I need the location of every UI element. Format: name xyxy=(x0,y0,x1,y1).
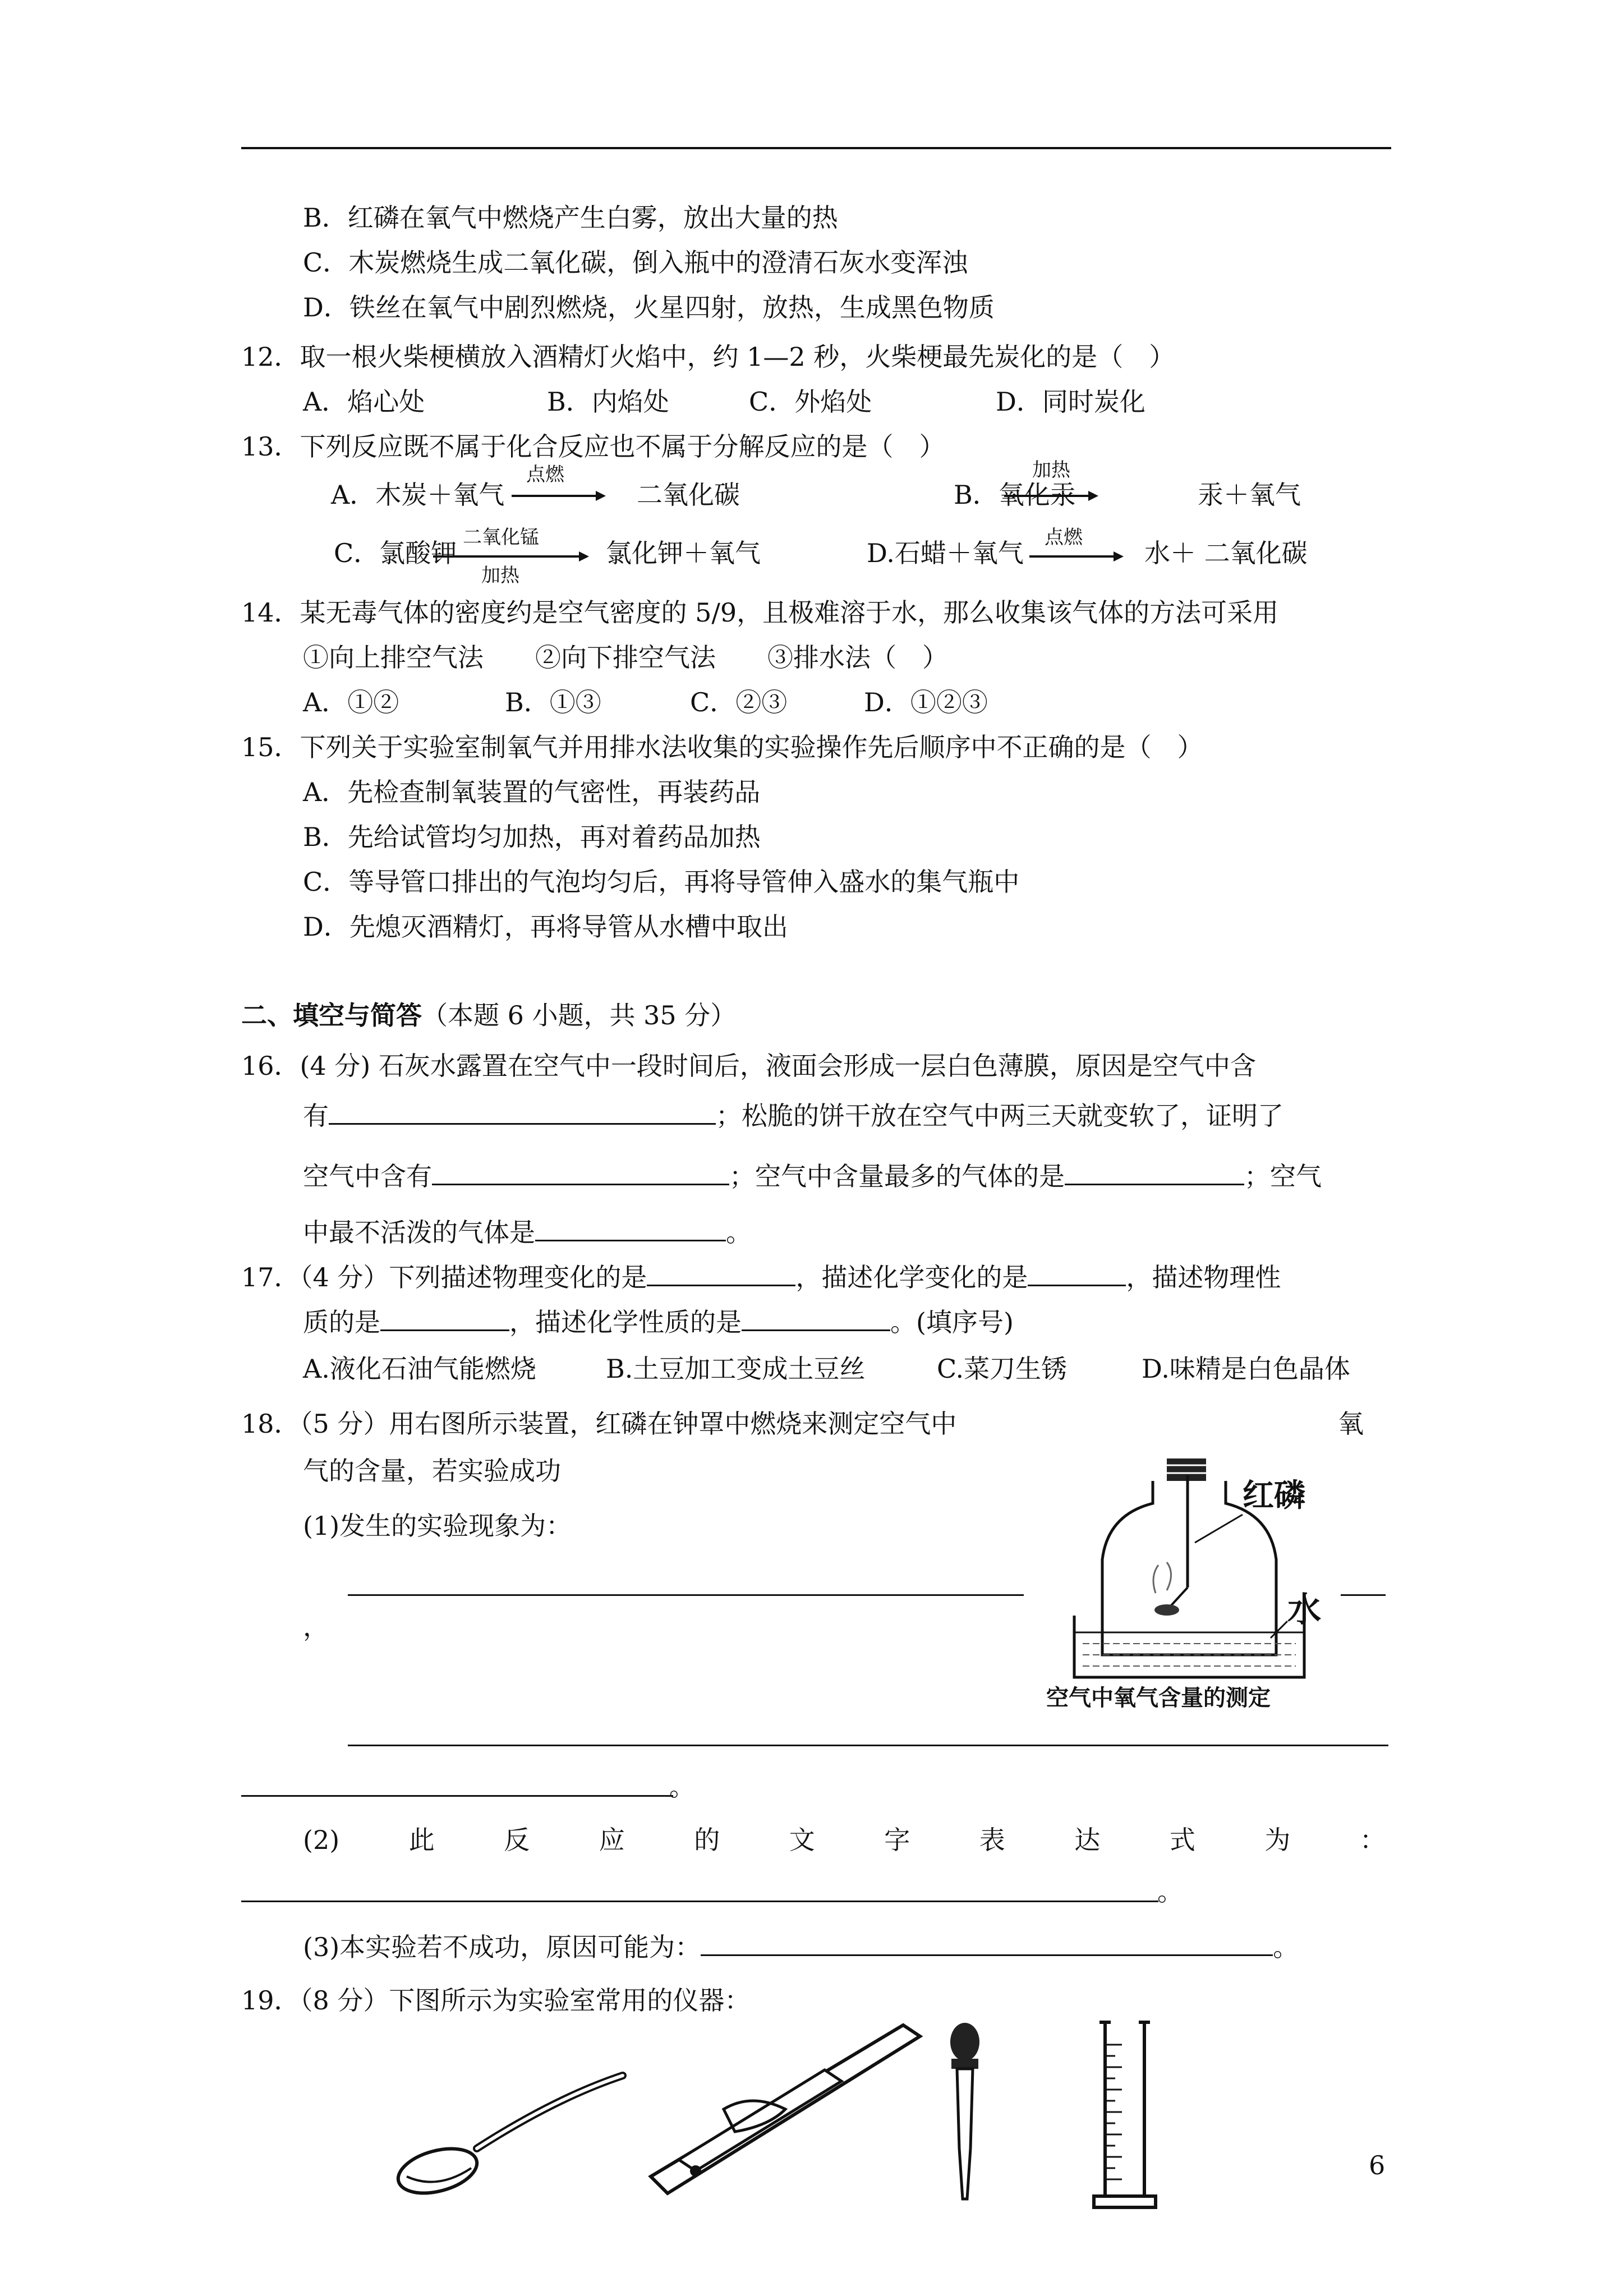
q13-a-arrow xyxy=(512,489,607,503)
q18-p2-char: (2) xyxy=(303,1825,340,1855)
q19-stem: 19．（8 分）下图所示为实验室常用的仪器： xyxy=(241,1985,751,2016)
q15-option-a: A．先检查制氧装置的气密性，再装药品 xyxy=(303,777,761,807)
q18-blank-phenomenon-2[interactable] xyxy=(348,1745,1388,1746)
section2-title: 二、填空与简答 xyxy=(241,1000,422,1030)
q14-option-c: C．②③ xyxy=(690,687,788,717)
q12-stem: 12．取一根火柴梗横放入酒精灯火焰中，约 1—2 秒，火柴梗最先炭化的是（ ） xyxy=(241,342,1175,372)
q15-option-d: D．先熄灭酒精灯，再将导管从水槽中取出 xyxy=(303,912,788,942)
q12-option-a: A．焰心处 xyxy=(303,386,425,417)
q13-c-products: 氯化钾＋氧气 xyxy=(606,538,761,568)
q18-line1: 18．（5 分）用右图所示装置，红磷在钟罩中燃烧来测定空气中 xyxy=(241,1409,957,1439)
q16-text-you: 有 xyxy=(303,1101,329,1131)
q13-b-condition: 加热 xyxy=(1032,459,1070,481)
q17-blank-2[interactable] xyxy=(1028,1260,1126,1286)
q18-p2-char: 反 xyxy=(504,1825,530,1855)
q13-a-products: 二氧化碳 xyxy=(637,480,740,510)
section2-header xyxy=(241,999,736,1032)
dropper-icon xyxy=(942,2019,987,2205)
q16-line1: 16．(4 分) 石灰水露置在空气中一段时间后，液面会形成一层白色薄膜，原因是空气中含 xyxy=(241,1051,1256,1081)
header-rule xyxy=(241,147,1391,149)
q18-blank-phenomenon-3[interactable] xyxy=(241,1795,673,1797)
q18-period-2: 。 xyxy=(1157,1876,1183,1907)
q17-option-d: D.味精是白色晶体 xyxy=(1142,1354,1350,1384)
q18-p2-char: 此 xyxy=(408,1825,435,1855)
q13-d-products: 水＋ 二氧化碳 xyxy=(1144,538,1308,568)
q16-line4 xyxy=(303,1215,752,1249)
q18-blank-reason[interactable] xyxy=(701,1930,1273,1956)
q18-line2: 气的含量，若实验成功 xyxy=(303,1456,561,1486)
q16-text-biscuit: ；松脆的饼干放在空气中两三天就变软了，证明了 xyxy=(716,1101,1283,1131)
q18-p2-char: 表 xyxy=(979,1825,1005,1855)
q16-blank-4[interactable] xyxy=(535,1215,726,1241)
test-tube-holder-icon xyxy=(640,2014,931,2205)
q18-p2-char: 文 xyxy=(789,1825,815,1855)
q13-d-reactants: D.石蜡＋氧气 xyxy=(867,538,1024,568)
q13-a-reactants: A．木炭＋氧气 xyxy=(331,480,505,510)
q14-option-d: D．①②③ xyxy=(864,687,988,717)
graduated-cylinder-icon xyxy=(1088,2017,1161,2213)
q18-part2 xyxy=(303,1823,1386,1857)
q18-part3 xyxy=(303,1930,1299,1964)
q16-text-inert: 中最不活泼的气体是 xyxy=(303,1217,535,1248)
q16-blank-3[interactable] xyxy=(1065,1159,1244,1185)
q18-line1-end: 氧 xyxy=(1338,1409,1364,1439)
q13-c-condition-bottom: 加热 xyxy=(481,564,519,587)
q15-option-c: C．等导管口排出的气泡均匀后，再将导管伸入盛水的集气瓶中 xyxy=(303,867,1020,897)
q15-option-b: B．先给试管均匀加热，再对着药品加热 xyxy=(303,822,761,852)
q14-methods: ①向上排空气法 ②向下排空气法 ③排水法（ ） xyxy=(303,642,948,673)
q13-c-condition-top: 二氧化锰 xyxy=(463,526,539,549)
q14-stem: 14．某无毒气体的密度约是空气密度的 5/9，且极难溶于水，那么收集该气体的方法可采用 xyxy=(241,597,1279,628)
q16-line2 xyxy=(303,1098,1283,1133)
q17-blank-3[interactable] xyxy=(380,1305,509,1331)
q18-p2-char: 为 xyxy=(1264,1825,1291,1855)
q17-blank-4[interactable] xyxy=(742,1305,890,1331)
q13-c-reactants: C．氯酸钾 xyxy=(334,538,457,568)
q17-option-c: C.菜刀生锈 xyxy=(937,1354,1068,1384)
q18-part1: (1)发生的实验现象为： xyxy=(303,1511,572,1541)
q18-p2-char: 字 xyxy=(884,1825,910,1855)
q18-period-1: 。 xyxy=(669,1772,695,1802)
q18-period-3: 。 xyxy=(1273,1932,1299,1962)
q18-p2-char: 达 xyxy=(1074,1825,1101,1855)
q12-option-c: C．外焰处 xyxy=(749,386,872,417)
page-number: 6 xyxy=(1369,2150,1386,2180)
q17-text-physical-change: 17．（4 分）下列描述物理变化的是 xyxy=(241,1262,647,1292)
fig-caption: 空气中氧气含量的测定 xyxy=(1046,1685,1271,1711)
fig-label-water: 水 xyxy=(1287,1590,1321,1630)
q16-blank-2[interactable] xyxy=(432,1159,729,1185)
q11-option-b: B．红磷在氧气中燃烧产生白雾，放出大量的热 xyxy=(303,203,838,233)
q16-text-air-contains: 空气中含有 xyxy=(303,1161,432,1191)
q12-option-b: B．内焰处 xyxy=(547,386,669,417)
q13-b-reactants: B．氧化汞 xyxy=(954,480,1076,510)
q17-option-a: A.液化石油气能燃烧 xyxy=(303,1354,536,1384)
q17-text-chemical-change: ，描述化学变化的是 xyxy=(795,1262,1028,1292)
q18-blank-phenomenon-1[interactable] xyxy=(348,1594,1024,1596)
q18-comma: ， xyxy=(303,1612,329,1642)
medicine-spoon-icon xyxy=(387,2064,634,2199)
q15-stem: 15．下列关于实验室制氧气并用排水法收集的实验操作先后顺序中不正确的是（ ） xyxy=(241,732,1203,762)
q17-text-prop: 质的是 xyxy=(303,1307,380,1337)
q11-option-d: D．铁丝在氧气中剧烈燃烧，火星四射，放热，生成黑色物质 xyxy=(303,292,995,323)
q13-b-products: 汞＋氧气 xyxy=(1198,480,1301,510)
q18-blank-phenomenon-1-tail[interactable] xyxy=(1341,1594,1386,1596)
q18-p2-char: 式 xyxy=(1169,1825,1195,1855)
q13-d-arrow xyxy=(1029,550,1125,563)
q18-p2-char: ： xyxy=(1359,1825,1386,1855)
q16-line3 xyxy=(303,1159,1322,1193)
q17-line2 xyxy=(303,1305,1014,1339)
q18-part3-text: (3)本实验若不成功，原因可能为： xyxy=(303,1932,701,1962)
q18-blank-equation[interactable] xyxy=(241,1901,1158,1902)
q17-text-fill-number: 。(填序号) xyxy=(890,1307,1014,1337)
q14-option-b: B．①③ xyxy=(505,687,601,717)
q12-option-d: D．同时炭化 xyxy=(996,386,1145,417)
q16-text-most-gas: ；空气中含量最多的气体的是 xyxy=(729,1161,1065,1191)
q13-d-condition: 点燃 xyxy=(1045,526,1083,549)
q17-blank-1[interactable] xyxy=(647,1260,795,1286)
q13-b-arrow xyxy=(1004,489,1099,503)
q16-blank-1[interactable] xyxy=(329,1098,716,1125)
q17-text-physical-prop: ，描述物理性 xyxy=(1126,1262,1281,1292)
q13-c-arrow xyxy=(433,550,590,563)
q17-option-b: B.土豆加工变成土豆丝 xyxy=(606,1354,866,1384)
q18-p2-char: 应 xyxy=(599,1825,625,1855)
bell-jar-figure xyxy=(1041,1453,1332,1711)
q16-text-end: 。 xyxy=(726,1217,752,1248)
q16-text-air: ；空气 xyxy=(1244,1161,1322,1191)
fig-label-red-phosphorus: 红磷 xyxy=(1243,1478,1305,1514)
section2-note: （本题 6 小题，共 35 分） xyxy=(422,1000,737,1030)
q14-option-a: A．①② xyxy=(303,687,399,717)
q11-option-c: C．木炭燃烧生成二氧化碳，倒入瓶中的澄清石灰水变浑浊 xyxy=(303,247,968,278)
q13-a-condition: 点燃 xyxy=(526,463,564,486)
q17-line1 xyxy=(241,1260,1281,1294)
q13-stem: 13．下列反应既不属于化合反应也不属于分解反应的是（ ） xyxy=(241,431,945,462)
q18-p2-char: 的 xyxy=(694,1825,720,1855)
q17-text-chemical-prop: ，描述化学性质的是 xyxy=(509,1307,742,1337)
